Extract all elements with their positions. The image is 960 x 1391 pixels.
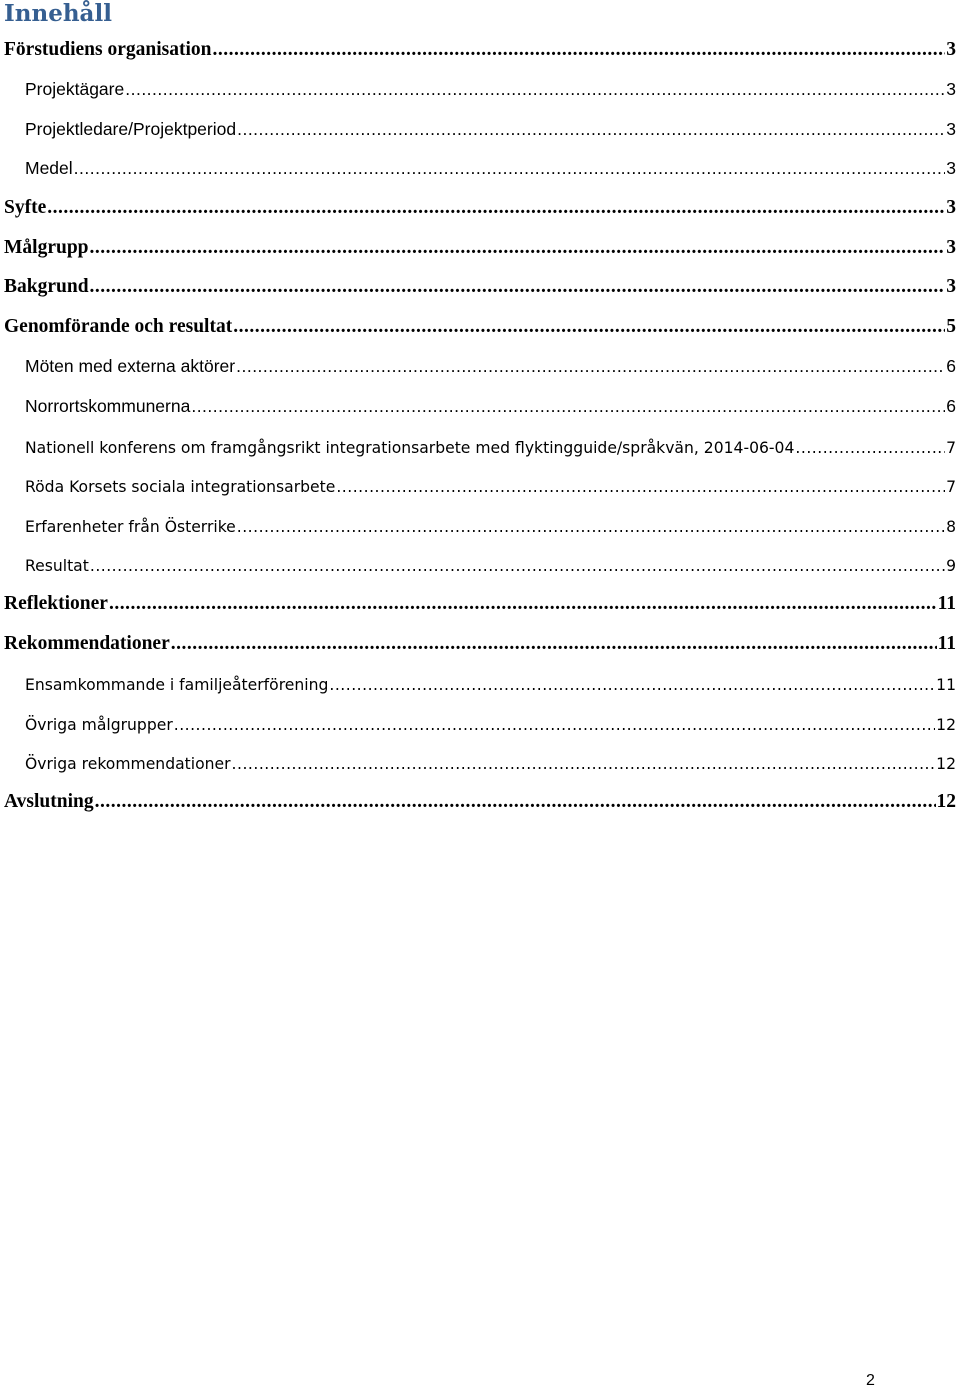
toc-entry-page: 3	[946, 118, 956, 139]
toc-entry-title: Medel	[25, 158, 73, 179]
toc-leader-dots	[233, 316, 945, 338]
toc-leader-dots	[90, 557, 945, 575]
toc-leader-dots	[74, 158, 946, 179]
toc-entry-forstudiens-organisation[interactable]	[0, 28, 960, 68]
toc-leader-dots	[174, 716, 935, 734]
toc-entry-page: 3	[946, 236, 956, 258]
toc-entry-title: Norrortskommunerna	[25, 395, 191, 416]
toc-entry-page: 3	[946, 158, 956, 179]
toc-entry-title: Projektägare	[25, 79, 125, 100]
toc-entry-title: Nationell konferens om framgångsrikt integrationsarbete med flyktingguide/språkvän, 2014-06-04	[25, 438, 795, 457]
toc-entry-title: Genomförande och resultat	[4, 315, 233, 337]
toc-entry-title: Röda Korsets sociala integrationsarbete	[25, 478, 336, 497]
toc-entry-page: 3	[946, 79, 956, 100]
toc-entry-page: 8	[946, 517, 956, 536]
toc-leader-dots	[236, 356, 945, 377]
toc-entry-rekommendationer[interactable]	[0, 622, 960, 662]
toc-leader-dots	[336, 478, 945, 496]
toc-entry-page: 12	[936, 790, 956, 812]
toc-entry-syfte[interactable]	[0, 186, 960, 226]
toc-leader-dots	[109, 593, 937, 615]
toc-heading: Innehåll	[4, 0, 112, 27]
toc-entry-page: 9	[946, 557, 956, 576]
toc-entry-page: 3	[946, 196, 956, 218]
toc-entry-medel[interactable]	[0, 147, 960, 187]
toc-entry-avslutning[interactable]	[0, 780, 960, 820]
toc-entry-page: 3	[946, 38, 956, 60]
toc-entry-title: Förstudiens organisation	[4, 38, 212, 60]
toc-entry-resultat[interactable]	[0, 543, 960, 583]
toc-entry-title: Bakgrund	[4, 276, 89, 298]
toc-entry-title: Avslutning	[4, 790, 94, 812]
toc-entry-ovriga-malgrupper[interactable]	[0, 701, 960, 741]
toc-entry-reflektioner[interactable]	[0, 582, 960, 622]
toc-entry-nationell-konferens[interactable]	[0, 424, 960, 464]
toc-leader-dots	[212, 39, 945, 61]
toc-entry-page: 7	[946, 438, 956, 457]
toc-entry-title: Ensamkommande i familjeåterförening	[25, 676, 329, 695]
toc-entry-title: Reflektioner	[4, 592, 108, 614]
toc-leader-dots	[90, 237, 946, 259]
toc-entry-malgrupp[interactable]	[0, 226, 960, 266]
toc-entry-genomforande[interactable]	[0, 305, 960, 345]
toc-leader-dots	[125, 79, 945, 100]
toc-entry-page: 11	[937, 632, 956, 654]
toc-entry-page: 11	[936, 676, 956, 695]
toc-entry-page: 6	[946, 356, 956, 377]
toc-entry-page: 12	[936, 755, 956, 774]
toc-entry-title: Möten med externa aktörer	[25, 356, 236, 377]
toc-entry-page: 3	[946, 276, 956, 298]
toc-leader-dots	[47, 197, 945, 219]
toc-entry-ensamkommande[interactable]	[0, 662, 960, 702]
toc-leader-dots	[329, 676, 935, 694]
table-of-contents	[0, 28, 960, 820]
toc-entry-moten[interactable]	[0, 345, 960, 385]
toc-entry-title: Syfte	[4, 196, 47, 218]
toc-entry-title: Övriga rekommendationer	[25, 755, 231, 774]
toc-leader-dots	[232, 755, 936, 773]
toc-leader-dots	[95, 791, 936, 813]
toc-entry-title: Rekommendationer	[4, 632, 170, 654]
toc-leader-dots	[90, 276, 946, 298]
toc-entry-page: 7	[946, 478, 956, 497]
toc-entry-page: 11	[937, 592, 956, 614]
toc-leader-dots	[191, 396, 945, 417]
toc-entry-bakgrund[interactable]	[0, 266, 960, 306]
toc-entry-page: 6	[946, 395, 956, 416]
toc-entry-roda-korset[interactable]	[0, 464, 960, 504]
toc-entry-projektagare[interactable]	[0, 68, 960, 108]
toc-entry-title: Erfarenheter från Österrike	[25, 517, 236, 536]
toc-entry-norrortskommunerna[interactable]	[0, 384, 960, 424]
toc-entry-page: 12	[936, 715, 956, 734]
toc-entry-title: Övriga målgrupper	[25, 715, 173, 734]
toc-entry-title: Projektledare/Projektperiod	[25, 118, 237, 139]
toc-entry-title: Målgrupp	[4, 236, 89, 258]
toc-entry-ovriga-rekommendationer[interactable]	[0, 741, 960, 781]
toc-entry-page: 5	[946, 315, 956, 337]
toc-leader-dots	[795, 439, 945, 457]
toc-leader-dots	[171, 633, 937, 655]
page-number: 2	[866, 1372, 875, 1389]
toc-entry-title: Resultat	[25, 557, 89, 576]
toc-entry-projektledare[interactable]	[0, 107, 960, 147]
toc-entry-osterrike[interactable]	[0, 503, 960, 543]
toc-leader-dots	[237, 119, 945, 140]
toc-leader-dots	[237, 518, 945, 536]
